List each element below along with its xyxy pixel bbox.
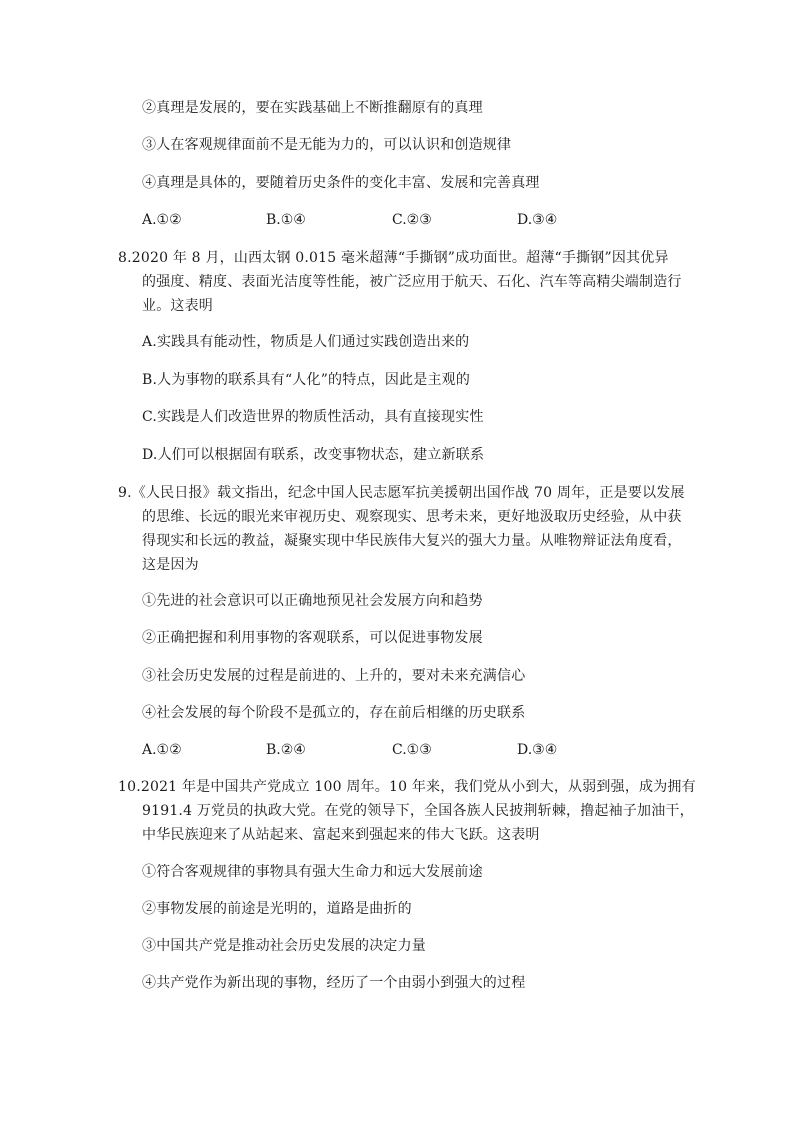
- q10-item-2: ②事物发展的前途是光明的，道路是曲折的: [142, 901, 412, 917]
- q9-stem-line-4: 这是因为: [142, 557, 199, 573]
- q8-stem-line-1: 8.2020 年 8 月，山西太钢 0.015 毫米超薄“手撕钢”成功面世。超薄“手撕钢”因其优异: [118, 250, 669, 266]
- q9-item-1: ①先进的社会意识可以正确地预见社会发展方向和趋势: [142, 593, 483, 609]
- q9-option-b: B.②④: [266, 742, 306, 758]
- q9-stem-line-3: 得现实和长远的教益，凝聚实现中华民族伟大复兴的强大力量。从唯物辩证法角度看，: [142, 533, 682, 549]
- q9-option-c: C.①③: [392, 742, 432, 758]
- q7-options: [142, 210, 622, 230]
- q7-option-d: D.③④: [517, 212, 558, 228]
- q7-item-4: ④真理是具体的，要随着历史条件的变化丰富、发展和完善真理: [142, 175, 540, 191]
- q10-item-3: ③中国共产党是推动社会历史发展的决定力量: [142, 938, 426, 954]
- q8-choice-c: C.实践是人们改造世界的物质性活动，具有直接现实性: [142, 409, 484, 425]
- q9-stem-line-2: 的思维、长远的眼光来审视历史、观察现实、思考未来，更好地汲取历史经验，从中获: [142, 509, 682, 525]
- q9-options: [142, 740, 622, 760]
- q8-choice-b: B.人为事物的联系具有“人化”的特点，因此是主观的: [142, 372, 471, 388]
- q8-choice-d: D.人们可以根据固有联系，改变事物状态，建立新联系: [142, 447, 485, 463]
- q7-option-b: B.①④: [266, 212, 306, 228]
- q9-item-4: ④社会发展的每个阶段不是孤立的，存在前后相继的历史联系: [142, 705, 526, 721]
- q9-option-d: D.③④: [517, 742, 558, 758]
- q8-stem-line-2: 的强度、精度、表面光洁度等性能，被广泛应用于航天、石化、汽车等高精尖端制造行: [142, 274, 682, 290]
- q8-choice-a: A.实践具有能动性，物质是人们通过实践创造出来的: [142, 334, 470, 350]
- q8-stem-line-3: 业。这表明: [142, 298, 213, 314]
- q7-item-3: ③人在客观规律面前不是无能为力的，可以认识和创造规律: [142, 137, 512, 153]
- q10-stem-line-1: 10.2021 年是中国共产党成立 100 周年。10 年来，我们党从小到大，从弱到强，成为拥有: [118, 779, 696, 795]
- q10-stem-line-3: 中华民族迎来了从站起来、富起来到强起来的伟大飞跃。这表明: [142, 827, 540, 843]
- q10-item-1: ①符合客观规律的事物具有强大生命力和远大发展前途: [142, 864, 483, 880]
- q7-item-2: ②真理是发展的，要在实践基础上不断推翻原有的真理: [142, 100, 483, 116]
- q9-stem-line-1: 9.《人民日报》载文指出，纪念中国人民志愿军抗美援朝出国作战 70 周年，正是要以发展: [118, 485, 685, 501]
- q9-item-3: ③社会历史发展的过程是前进的、上升的，要对未来充满信心: [142, 668, 526, 684]
- q9-item-2: ②正确把握和利用事物的客观联系，可以促进事物发展: [142, 630, 483, 646]
- q7-option-a: A.①②: [142, 212, 182, 228]
- q10-item-4: ④共产党作为新出现的事物，经历了一个由弱小到强大的过程: [142, 975, 526, 991]
- q10-stem-line-2: 9191.4 万党员的执政大党。在党的领导下，全国各族人民披荆斩棘，撸起袖子加油干，: [142, 803, 694, 819]
- q7-option-c: C.②③: [392, 212, 432, 228]
- q9-option-a: A.①②: [142, 742, 182, 758]
